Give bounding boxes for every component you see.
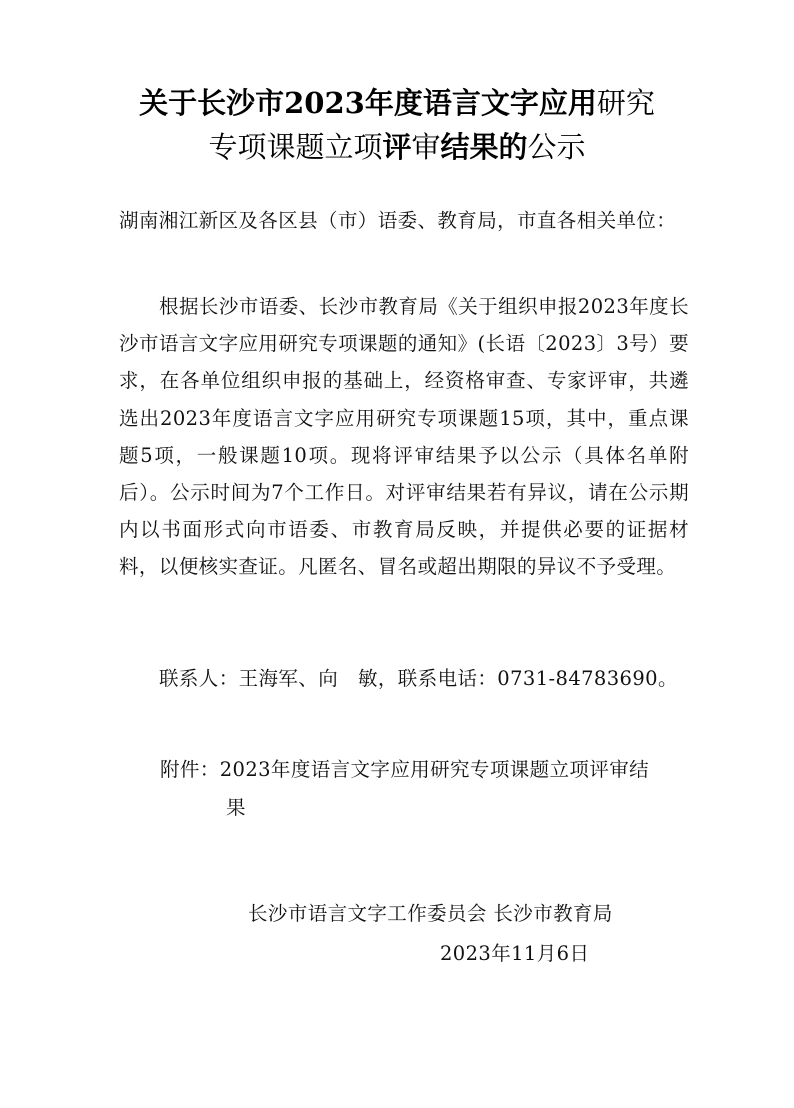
- title-line-2-part2: 评: [382, 130, 412, 164]
- issue-date: 2023年11月6日: [440, 942, 590, 965]
- attachment-line-continued: 果: [226, 796, 246, 819]
- title-line-2: [0, 127, 794, 167]
- title-line-2-part5: 公示: [527, 130, 586, 164]
- signature: 长沙市语言文字工作委员会 长沙市教育局: [248, 902, 613, 925]
- main-paragraph: 根据长沙市语委、长沙市教育局《关于组织申报2023年度长沙市语言文字应用研究专项课题的通知》(长语〔2023〕3号）要求，在各单位组织申报的基础上，经资格审查、专家评审，共遴选出2023年度语言文字应用研究专项课题15项，其中，重点课题5项，一般课题10项。现将评审结果予以公示（具体名单附后）。公示时间为7个工作日。对评审结果若有异议，请在公示期内以书面形式向市语委、市教育局反映，并提供必要的证据材料，以便核实查证。凡匿名、冒名或超出期限的异议不予受理。: [119, 295, 689, 579]
- title-line-2-part1: 专项课题立项: [208, 130, 383, 164]
- title-line-1: [0, 83, 794, 123]
- attachment-line: 附件：2023年度语言文字应用研究专项课题立项评审结: [160, 758, 650, 781]
- contact-line: 联系人：王海军、向 敏，联系电话：0731-84783690。: [159, 667, 678, 690]
- title-line-1-regular: 研究: [596, 86, 655, 120]
- title-line-2-part4: 结果的: [440, 130, 528, 164]
- title-line-2-part3: 审: [411, 130, 441, 164]
- salutation: 湖南湘江新区及各区县（市）语委、教育局，市直各相关单位：: [119, 209, 677, 232]
- title-line-1-bold: 关于长沙市2023年度语言文字应用: [139, 86, 597, 120]
